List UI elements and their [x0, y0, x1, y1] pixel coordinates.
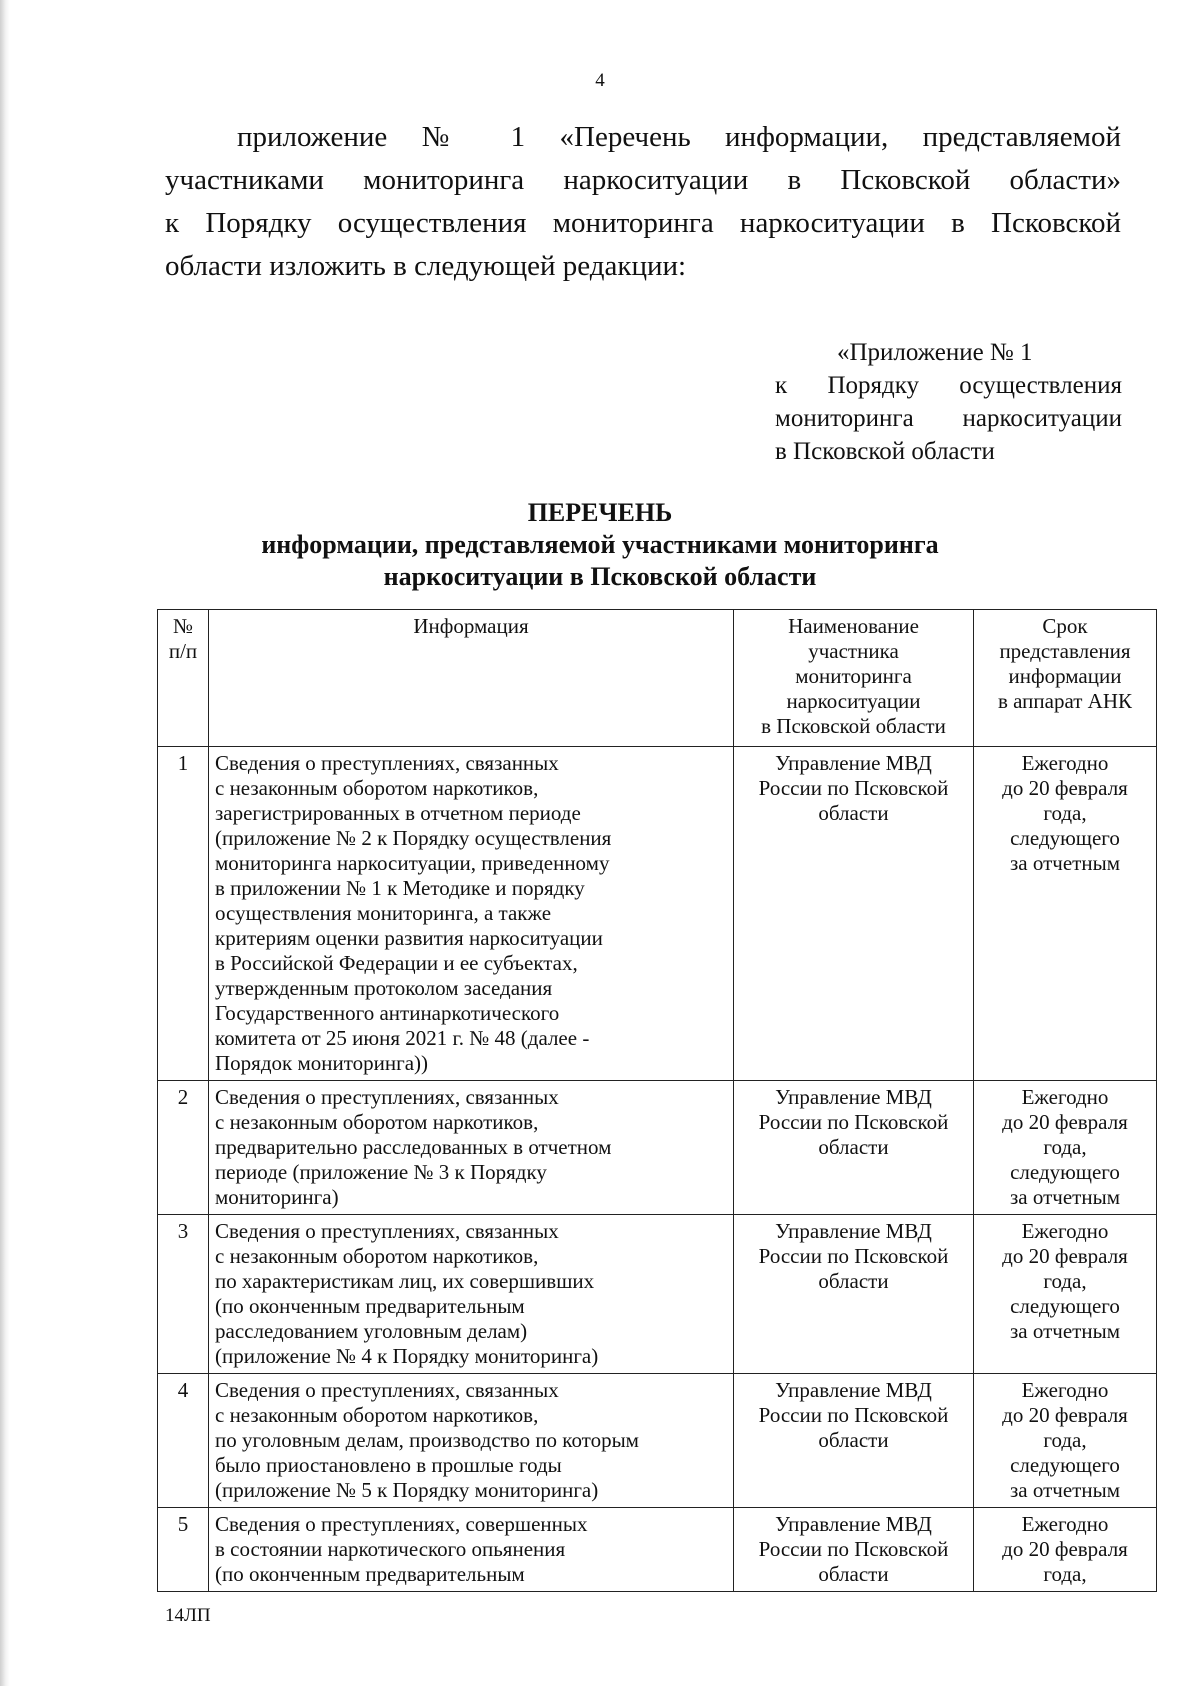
- header-number: № п/п: [158, 610, 209, 747]
- appendix-line: в Псковской области: [775, 438, 995, 465]
- row-participant: Управление МВД России по Псковской области: [734, 1081, 974, 1215]
- table-row: [158, 1215, 1157, 1374]
- header-deadline: Срок представления информации в аппарат АНК: [974, 610, 1157, 747]
- intro-line: участниками мониторинга наркоситуации в Псковской области»: [165, 164, 1121, 196]
- page-number: 4: [595, 70, 605, 91]
- scan-edge-artifact: [0, 0, 10, 1686]
- row-participant: Управление МВД России по Псковской области: [734, 1215, 974, 1374]
- row-number: 3: [158, 1215, 209, 1374]
- table-row: [158, 1081, 1157, 1215]
- row-participant: Управление МВД России по Псковской области: [734, 1508, 974, 1592]
- row-number: 2: [158, 1081, 209, 1215]
- row-deadline: Ежегодно до 20 февраля года,: [974, 1508, 1157, 1592]
- row-information: Сведения о преступлениях, связанных с незаконным оборотом наркотиков, по уголовным делам, производство по которым было приостановлено в прошлые годы (приложение № 5 к Порядку мониторинга): [209, 1374, 734, 1508]
- row-deadline: Ежегодно до 20 февраля года, следующего за отчетным: [974, 747, 1157, 1081]
- intro-line: приложение № 1 «Перечень информации, представляемой: [237, 121, 1121, 153]
- row-information: Сведения о преступлениях, связанных с незаконным оборотом наркотиков, предварительно расследованных в отчетном периоде (приложение № 3 к Порядку мониторинга): [209, 1081, 734, 1215]
- row-participant: Управление МВД России по Псковской области: [734, 747, 974, 1081]
- row-information: Сведения о преступлениях, связанных с незаконным оборотом наркотиков, зарегистрированных в отчетном периоде (приложение № 2 к Порядку осуществления мониторинга наркоситуации, приведенному в приложении № 1 к Методике и порядку осуществления мониторинга, а также критериям оценки развития наркоситуации в Российской Федерации и ее субъектах, утвержденным протоколом заседания Государственного антинаркотического комитета от 25 июня 2021 г. № 48 (далее - Порядок мониторинга)): [209, 747, 734, 1081]
- title-subtitle-line: наркоситуации в Псковской области: [383, 562, 817, 591]
- information-table: [157, 609, 1157, 1592]
- row-deadline: Ежегодно до 20 февраля года, следующего за отчетным: [974, 1081, 1157, 1215]
- header-information: Информация: [209, 610, 734, 747]
- table-header-row: [158, 610, 1157, 747]
- table-row: [158, 1374, 1157, 1508]
- document-title: [0, 497, 1200, 593]
- row-participant: Управление МВД России по Псковской области: [734, 1374, 974, 1508]
- title-subtitle-line: информации, представляемой участниками мониторинга: [261, 530, 939, 559]
- appendix-line: «Приложение № 1: [837, 339, 1033, 366]
- intro-paragraph: [165, 116, 1121, 288]
- title-main: ПЕРЕЧЕНЬ: [527, 498, 673, 527]
- intro-line: к Порядку осуществления мониторинга наркоситуации в Псковской: [165, 207, 1121, 239]
- row-number: 1: [158, 747, 209, 1081]
- row-deadline: Ежегодно до 20 февраля года, следующего за отчетным: [974, 1215, 1157, 1374]
- row-information: Сведения о преступлениях, совершенных в состоянии наркотического опьянения (по оконченным предварительным: [209, 1508, 734, 1592]
- footer-code: 14ЛП: [165, 1605, 211, 1626]
- header-participant: Наименование участника мониторинга наркоситуации в Псковской области: [734, 610, 974, 747]
- appendix-reference: [775, 336, 1122, 468]
- table-row: [158, 1508, 1157, 1592]
- row-number: 5: [158, 1508, 209, 1592]
- row-deadline: Ежегодно до 20 февраля года, следующего за отчетным: [974, 1374, 1157, 1508]
- row-information: Сведения о преступлениях, связанных с незаконным оборотом наркотиков, по характеристикам лиц, их совершивших (по оконченным предварительным расследованием уголовным делам) (приложение № 4 к Порядку мониторинга): [209, 1215, 734, 1374]
- appendix-line: к Порядку осуществления: [775, 372, 1122, 399]
- table-row: [158, 747, 1157, 1081]
- row-number: 4: [158, 1374, 209, 1508]
- appendix-line: мониторинга наркоситуации: [775, 405, 1122, 432]
- intro-line: области изложить в следующей редакции:: [165, 250, 687, 282]
